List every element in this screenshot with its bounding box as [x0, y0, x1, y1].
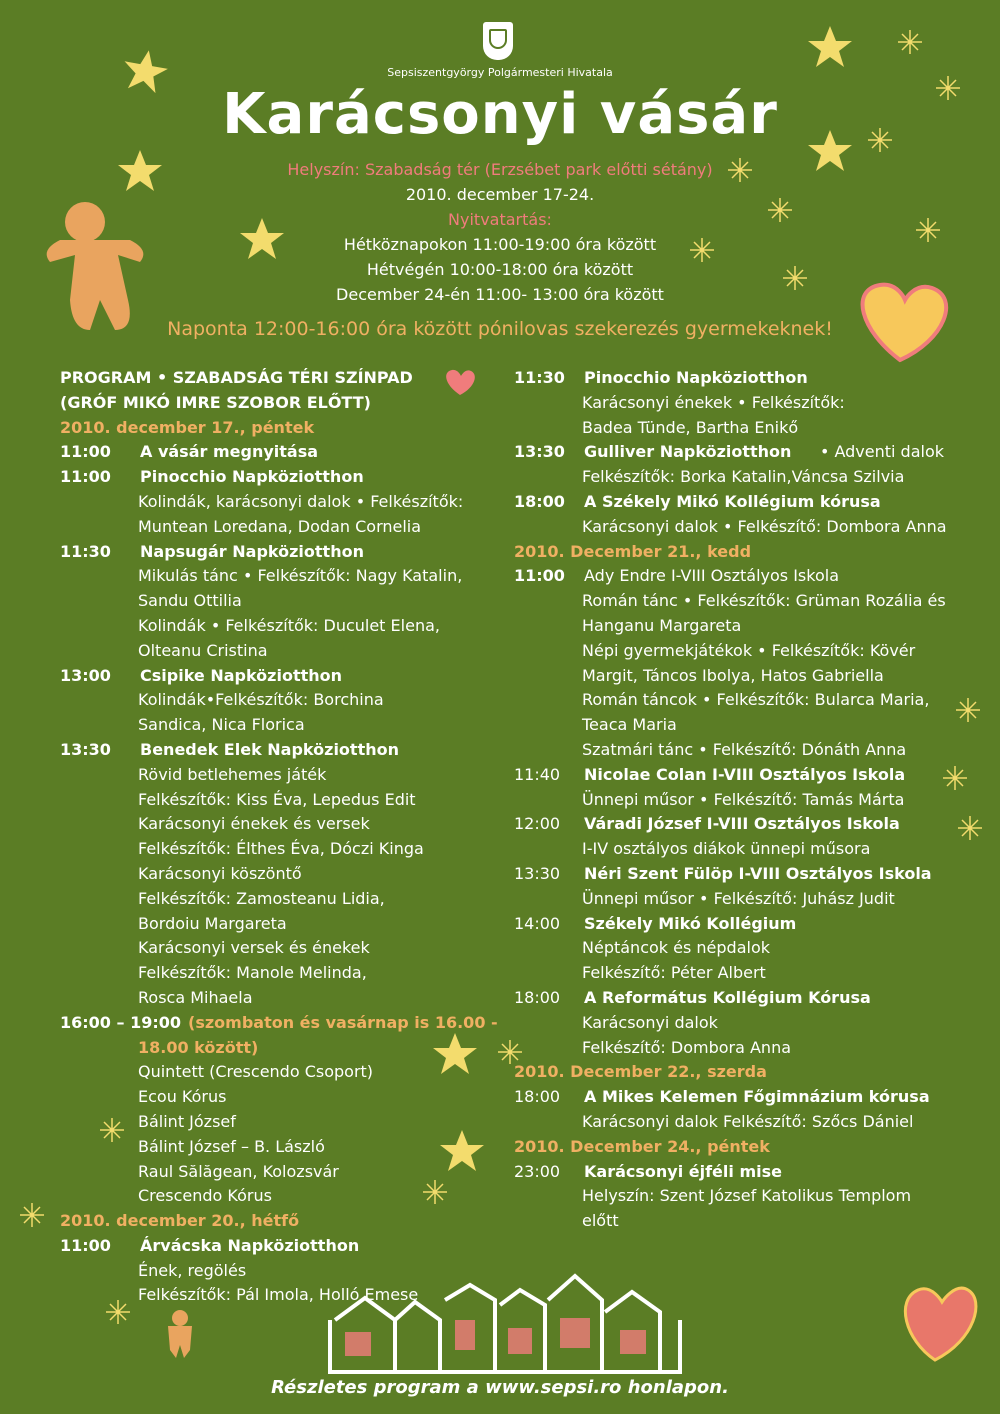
- program-detail-line: [514, 515, 947, 540]
- program-time: 13:30: [514, 442, 565, 462]
- program-detail-line: [514, 738, 944, 763]
- program-note: 18.00 között): [138, 1037, 259, 1057]
- program-detail: Karácsonyi énekek és versek: [138, 814, 370, 834]
- program-entry: [514, 862, 944, 887]
- program-detail: Crescendo Kórus: [138, 1186, 272, 1206]
- program-detail: Bálint József – B. László: [138, 1136, 325, 1156]
- program-detail: Felkészítő: Dombora Anna: [582, 1037, 792, 1057]
- program-detail: Román tánc • Felkészítők: Grüman Rozália és: [582, 591, 946, 611]
- sparkle-icon: [20, 1203, 44, 1227]
- program-time: 16:00 – 19:00: [60, 1012, 181, 1032]
- program-performer: Pinocchio Napköziotthon: [584, 368, 808, 387]
- program-performer: Benedek Elek Napköziotthon: [140, 739, 399, 759]
- program-detail: Felkészítők: Élthes Éva, Dóczi Kinga: [138, 839, 424, 859]
- program-detail: Felkészítők: Kiss Éva, Lepedus Edit: [138, 789, 416, 809]
- program-detail-line: [514, 639, 944, 664]
- page-title: Karácsonyi vásár: [222, 82, 778, 147]
- program-entry: [514, 366, 944, 391]
- program-detail-line: [60, 986, 490, 1011]
- location: Helyszín: Szabadság tér (Erzsébet park előtti sétány): [287, 160, 713, 179]
- program-performer: Székely Mikó Kollégium: [584, 913, 797, 933]
- program-detail-line: [60, 1085, 490, 1110]
- program-detail: Helyszín: Szent József Katolikus Templom: [582, 1186, 912, 1206]
- date-label: 2010. December 21., kedd: [514, 541, 752, 561]
- program-entry: [514, 763, 944, 788]
- program-detail: Felkészítők: Pál Imola, Holló Emese: [138, 1285, 419, 1305]
- hours-weekdays: Hétköznapokon 11:00-19:00 óra között: [343, 235, 657, 254]
- program-heading: PROGRAM • SZABADSÁG TÉRI SZÍNPAD: [60, 368, 413, 387]
- program-date-heading: [514, 540, 944, 565]
- program-detail: Felkészítők: Manole Melinda,: [138, 963, 367, 983]
- program-detail-line: [60, 812, 490, 837]
- program-detail-line: [60, 564, 490, 589]
- event-dates: 2010. december 17-24.: [405, 185, 595, 204]
- program-detail-line: [60, 688, 490, 713]
- program-entry: [514, 1160, 944, 1185]
- program-detail: Mikulás tánc • Felkészítők: Nagy Katalin,: [138, 566, 463, 586]
- program-detail: Kolindák•Felkészítők: Borchina: [138, 690, 384, 710]
- program-detail-line: [60, 614, 490, 639]
- program-detail-line: [60, 515, 490, 540]
- program-detail: Quintett (Crescendo Csoport): [138, 1062, 374, 1082]
- program-subheading: (GRÓF MIKÓ IMRE SZOBOR ELŐTT): [60, 392, 371, 412]
- program-detail: Ünnepi műsor • Felkészítő: Tamás Márta: [582, 789, 905, 809]
- program-detail: Rosca Mihaela: [138, 987, 253, 1007]
- program-performer: Pinocchio Napköziotthon: [140, 467, 364, 487]
- program-detail: Ecou Kórus: [138, 1087, 227, 1107]
- program-detail-line: [514, 664, 944, 689]
- program-detail: Népi gyermekjátékok • Felkészítők: Kövér: [582, 640, 916, 660]
- program-time: 13:00: [60, 665, 111, 685]
- program-performer: Karácsonyi éjféli mise: [584, 1161, 782, 1181]
- program-detail: Muntean Loredana, Dodan Cornelia: [138, 516, 422, 536]
- program-time: 13:30: [514, 863, 561, 883]
- program-detail-line: [60, 639, 490, 664]
- program-detail: Ének, regölés: [138, 1260, 247, 1280]
- program-detail: Ünnepi műsor • Felkészítő: Juhász Judit: [582, 888, 895, 908]
- program-date-heading: [60, 416, 490, 441]
- program-detail-line: [60, 837, 490, 862]
- program-entry: [60, 540, 490, 565]
- program-time: 13:30: [60, 739, 111, 759]
- program-entry: [60, 664, 490, 689]
- program-detail-line: [514, 1110, 944, 1135]
- program-entry: [514, 440, 944, 465]
- program-detail-line: [514, 1184, 944, 1209]
- program-entry: [60, 1234, 490, 1259]
- program-detail-line: [60, 1259, 490, 1284]
- program-detail: Badea Tünde, Bartha Enikő: [582, 417, 799, 437]
- program-entry: [514, 564, 944, 589]
- program-entry: [60, 738, 490, 763]
- program-entry: [60, 465, 490, 490]
- program-performer: A Székely Mikó Kollégium kórusa: [584, 491, 881, 511]
- program-detail-line: [60, 589, 490, 614]
- program-detail-line: [60, 862, 490, 887]
- program-detail: I-IV osztályos diákok ünnepi műsora: [582, 839, 871, 859]
- program-performer: Gulliver Napköziotthon: [584, 442, 792, 462]
- heart-icon: [905, 1288, 976, 1360]
- program-detail: Bordoiu Margareta: [138, 913, 287, 933]
- hours-dec24: December 24-én 11:00- 13:00 óra között: [336, 285, 664, 304]
- gingerbread-small-icon: [168, 1310, 192, 1358]
- program-detail: Kolindák • Felkészítők: Duculet Elena,: [138, 615, 440, 635]
- program-date-heading: [514, 1135, 944, 1160]
- program-performer: A Mikes Kelemen Főgimnázium kórusa: [584, 1087, 930, 1107]
- program-detail-line: [60, 1060, 490, 1085]
- program-detail-line: [514, 788, 944, 813]
- program-detail-line: [60, 1110, 490, 1135]
- program-time: 11:40: [514, 764, 561, 784]
- sparkle-icon: [943, 766, 967, 790]
- program-detail: Felkészítő: Péter Albert: [582, 963, 766, 983]
- program-detail: Felkészítők: Borka Katalin,Váncsa Szilvia: [582, 467, 905, 487]
- program-time: 18:00: [514, 987, 561, 1007]
- program-detail-line: [514, 961, 944, 986]
- date-label: 2010. December 24., péntek: [514, 1136, 770, 1156]
- program-detail-line: [514, 416, 944, 441]
- program-entry: [514, 490, 944, 515]
- program-entry: [514, 912, 944, 937]
- program-detail: Karácsonyi dalok • Felkészítő: Dombora Anna: [582, 516, 947, 536]
- program-detail: Felkészítők: Zamosteanu Lidia,: [138, 888, 385, 908]
- program-performer: Néri Szent Fülöp I-VIII Osztályos Iskola: [584, 863, 932, 883]
- program-time: 18:00: [514, 1087, 561, 1107]
- program-detail: előtt: [582, 1211, 619, 1231]
- organization-name: Sepsiszentgyörgy Polgármesteri Hivatala: [387, 66, 613, 79]
- program-detail: Szatmári tánc • Felkészítő: Dónáth Anna: [582, 739, 907, 759]
- program-detail-line: [514, 1209, 944, 1234]
- program-performer: A Református Kollégium Kórusa: [584, 987, 871, 1007]
- program-detail: Karácsonyi köszöntő: [138, 863, 302, 883]
- program-detail-line: [60, 713, 490, 738]
- program-detail-line: [60, 1283, 490, 1308]
- hours-weekend: Hétvégén 10:00-18:00 óra között: [366, 260, 634, 279]
- pony-ride-notice: Naponta 12:00-16:00 óra között pónilovas szekerezés gyermekeknek!: [167, 318, 833, 340]
- program-detail-line: [514, 614, 944, 639]
- program-right-column: [514, 366, 947, 1234]
- program-entry: [514, 812, 944, 837]
- program-detail: Karácsonyi énekek • Felkészítők:: [582, 392, 845, 412]
- program-detail-line: [514, 391, 944, 416]
- program-performer: Váradi József I-VIII Osztályos Iskola: [584, 814, 900, 834]
- program-entry: [514, 1085, 944, 1110]
- program-entry: [514, 986, 944, 1011]
- program-detail: Hanganu Margareta: [582, 615, 742, 635]
- city-crest-icon: [483, 22, 513, 60]
- program-time: 11:30: [60, 541, 111, 561]
- date-label: 2010. December 22., szerda: [514, 1062, 767, 1082]
- program-detail: Sandica, Nica Florica: [138, 715, 305, 735]
- program-detail-line: [514, 688, 944, 713]
- program-detail: Néptáncok és népdalok: [582, 938, 770, 958]
- program-time: 23:00: [514, 1161, 561, 1181]
- program-time: 11:00: [60, 442, 111, 462]
- program-note: (szombaton és vasárnap is 16.00 -: [188, 1012, 498, 1032]
- program-detail-line: [514, 837, 944, 862]
- program-detail-line: [60, 912, 490, 937]
- program-performer: Nicolae Colan I-VIII Osztályos Iskola: [584, 764, 906, 784]
- program-time: 18:00: [514, 491, 565, 511]
- program-performer: A vásár megnyitása: [140, 442, 319, 462]
- opening-hours-label: Nyitvatartás:: [448, 210, 552, 229]
- program-time: 11:00: [514, 566, 565, 586]
- program-time: 11:00: [60, 1235, 111, 1255]
- program-detail-line: [514, 936, 944, 961]
- program-detail-line: [514, 1036, 944, 1061]
- program-detail-line: [60, 788, 490, 813]
- program-detail-line: [514, 589, 944, 614]
- program-detail-line: [60, 1160, 490, 1185]
- program-detail: Olteanu Cristina: [138, 640, 268, 660]
- program-detail: Karácsonyi dalok Felkészítő: Szőcs Dániel: [582, 1111, 914, 1131]
- program-detail-line: [514, 713, 944, 738]
- program-detail: Rövid betlehemes játék: [138, 764, 327, 784]
- program-time: 11:30: [514, 368, 565, 387]
- program-performer: Csipike Napköziotthon: [140, 665, 343, 685]
- program-time: 14:00: [514, 913, 561, 933]
- star-icon: [808, 26, 852, 67]
- program-detail-line: [60, 961, 490, 986]
- program-detail: Román táncok • Felkészítők: Bularca Maria,: [582, 690, 930, 710]
- program-detail-line: [60, 1036, 490, 1061]
- program-time: 11:00: [60, 467, 111, 487]
- program-detail: Karácsonyi dalok: [582, 1012, 718, 1032]
- program-detail-line: [60, 1184, 490, 1209]
- program-date-heading: [514, 1060, 944, 1085]
- program-detail-line: [514, 887, 944, 912]
- program-detail-line: [60, 1135, 490, 1160]
- program-detail: Karácsonyi versek és énekek: [138, 938, 370, 958]
- program-performer: Ady Endre I-VIII Osztályos Iskola: [584, 566, 839, 586]
- program-entry: [60, 440, 490, 465]
- program-detail-line: [60, 936, 490, 961]
- date-label: 2010. december 20., hétfő: [60, 1211, 300, 1231]
- program-detail: Sandu Ottilia: [138, 591, 242, 611]
- sparkle-icon: [958, 816, 982, 840]
- program-detail: Margit, Táncos Ibolya, Hatos Gabriella: [582, 665, 884, 685]
- footer-link-text: Részletes program a www.sepsi.ro honlapon.: [271, 1377, 729, 1398]
- program-performer: Napsugár Napköziotthon: [140, 541, 364, 561]
- sparkle-icon: [898, 30, 922, 54]
- program-detail-line: [60, 887, 490, 912]
- program-left-column: [60, 366, 498, 1308]
- program-detail-line: [514, 465, 944, 490]
- program-entry: [60, 1011, 498, 1036]
- program-date-heading: [60, 1209, 490, 1234]
- program-detail: Kolindák, karácsonyi dalok • Felkészítők:: [138, 491, 464, 511]
- sparkle-icon: [956, 698, 980, 722]
- program-detail: Bálint József: [138, 1111, 236, 1131]
- program-performer-detail: • Adventi dalok: [819, 442, 944, 462]
- program-performer: Árvácska Napköziotthon: [140, 1235, 360, 1255]
- program-detail-line: [60, 763, 490, 788]
- program-time: 12:00: [514, 814, 561, 834]
- program-detail-line: [514, 1011, 944, 1036]
- program-detail-line: [60, 490, 490, 515]
- program-detail: Teaca Maria: [582, 715, 677, 735]
- date-label: 2010. december 17., péntek: [60, 417, 315, 437]
- program-detail: Raul Sălăgean, Kolozsvár: [138, 1161, 339, 1181]
